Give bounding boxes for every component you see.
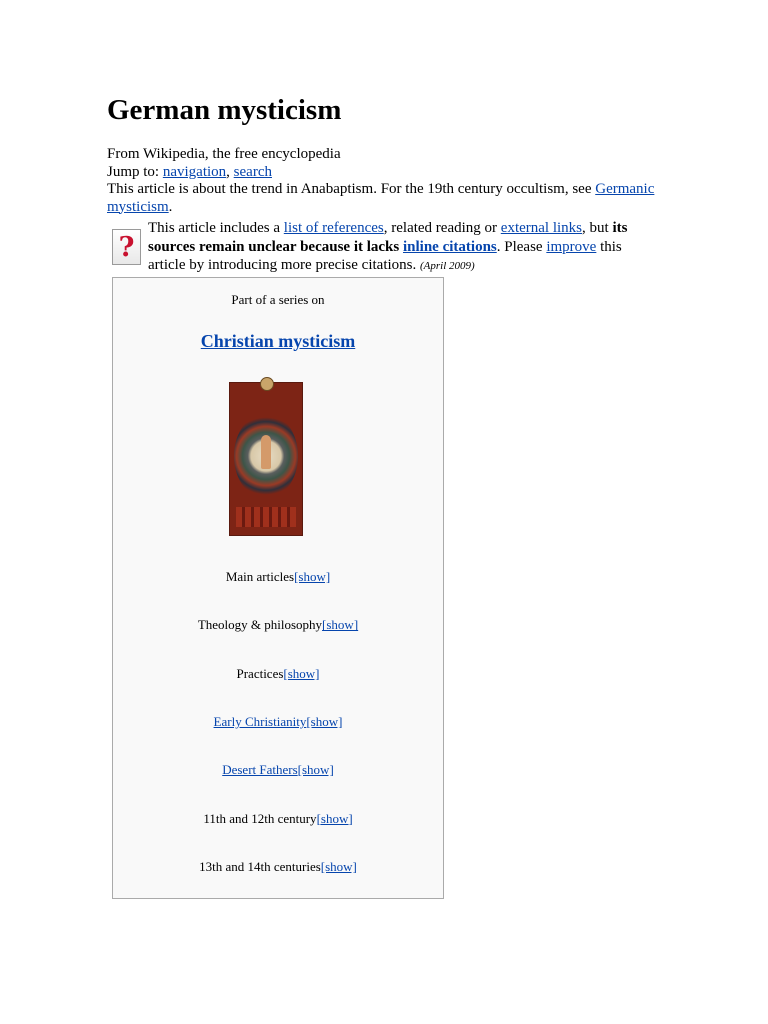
hatnote (107, 181, 667, 216)
sidebar-item (113, 859, 443, 875)
hatnote-germanic-mysticism-link[interactable]: Germanic mysticism (107, 181, 655, 215)
question-mark-icon: ? (112, 229, 141, 265)
article-meta (107, 146, 667, 216)
sidebar-show-toggle[interactable]: [show] (294, 569, 331, 584)
page-title: German mysticism (107, 94, 342, 126)
jump-to (107, 164, 667, 182)
notice-text-2: , related reading or (383, 220, 498, 236)
sidebar-item (113, 569, 443, 585)
sidebar-show-toggle[interactable]: [show] (306, 713, 343, 729)
hatnote-end: . (168, 198, 173, 215)
sidebar-item (113, 714, 443, 730)
sidebar-item-label: Practices (236, 665, 284, 681)
hildegard-universal-man-image[interactable] (229, 382, 303, 536)
list-of-references-link[interactable]: list of references (283, 220, 384, 236)
image-knob (260, 377, 274, 391)
improve-link[interactable]: improve (546, 238, 597, 255)
sidebar-item-label: 11th and 12th century (203, 810, 317, 826)
jump-sep: , (226, 163, 230, 180)
inline-citations-link[interactable]: inline citations (403, 238, 497, 255)
notice-text-5: this article by introducing more precise citations. (148, 238, 622, 273)
external-links-link[interactable]: external links (500, 220, 583, 236)
christian-mysticism-link[interactable]: Christian mysticism (200, 331, 356, 351)
sidebar-show-toggle[interactable]: [show] (283, 665, 320, 681)
sidebar-show-toggle[interactable]: [show] (297, 762, 334, 778)
sidebar-item-label[interactable]: Early Christianity (213, 713, 307, 729)
sidebar-show-toggle[interactable]: [show] (316, 810, 353, 826)
sidebar-item-label[interactable]: Desert Fathers (222, 762, 298, 778)
series-sidebar (112, 277, 444, 899)
sidebar-item (113, 666, 443, 682)
notice-text-1: This article includes a (148, 220, 281, 236)
image-human-figure (261, 435, 271, 469)
jump-search-link[interactable]: search (233, 163, 272, 180)
jump-to-label: Jump to: (107, 163, 160, 180)
sidebar-part-of: Part of a series on (231, 292, 325, 307)
sidebar-item-label: 13th and 14th centuries (199, 858, 321, 874)
sidebar-item (113, 762, 443, 778)
sidebar-item-label: Theology & philosophy (197, 617, 323, 633)
notice-text-3: , but (582, 220, 609, 236)
hatnote-text: This article is about the trend in Anabaptism. For the 19th century occultism, see (107, 181, 592, 197)
notice-text-4: . Please (496, 238, 543, 255)
sidebar-item (113, 617, 443, 633)
refimprove-notice (108, 219, 638, 276)
notice-bold-text: its sources remain unclear because it lacks (148, 220, 628, 255)
sidebar-item (113, 811, 443, 827)
notice-date: (April 2009) (420, 260, 475, 272)
image-bottom-band (236, 507, 296, 527)
sidebar-item-label: Main articles (225, 569, 295, 584)
notice-text (148, 219, 638, 276)
jump-navigation-link[interactable]: navigation (162, 163, 227, 180)
sidebar-show-toggle[interactable]: [show] (320, 858, 357, 874)
site-sub: From Wikipedia, the free encyclopedia (107, 146, 341, 162)
sidebar-show-toggle[interactable]: [show] (322, 617, 359, 633)
sidebar-title (113, 331, 443, 352)
